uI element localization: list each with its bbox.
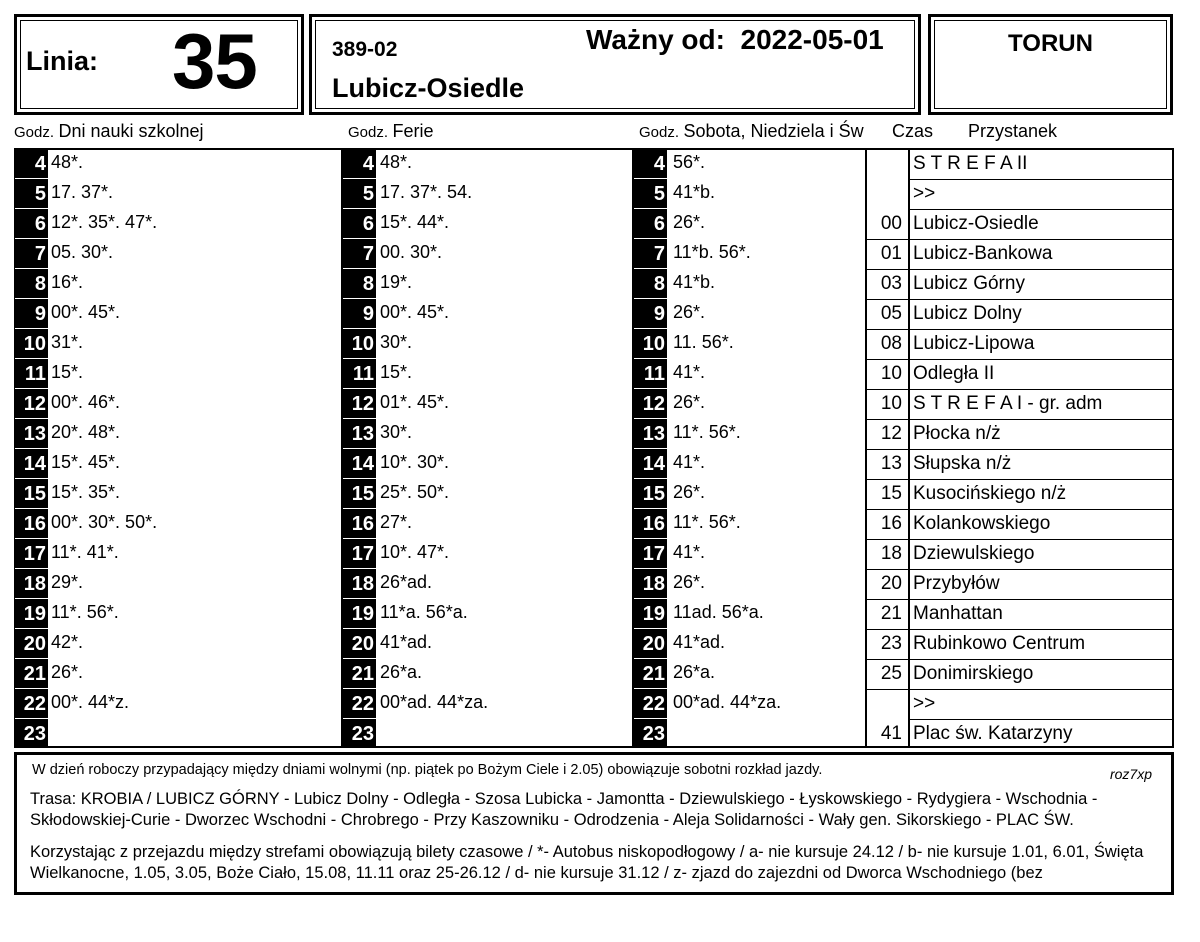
- stop-travel-time: 23: [880, 633, 902, 654]
- hour-cell: 5: [634, 179, 667, 209]
- weekday-minutes: 16*.: [51, 272, 84, 292]
- line-label: Linia:: [26, 46, 98, 76]
- weekend-minutes: 11*b. 56*.: [673, 242, 751, 262]
- hour-cell: 16: [15, 509, 48, 539]
- hour-cell: 12: [15, 389, 48, 419]
- hour-cell: 5: [15, 179, 48, 209]
- stop-name: Lubicz-Bankowa: [913, 243, 1053, 264]
- hour-cell: 5: [343, 179, 376, 209]
- stop-row-divider: [867, 539, 1172, 540]
- czas-title: Czas: [892, 121, 934, 141]
- weekend-minutes: 41*ad.: [673, 632, 726, 652]
- weekend-title: Sobota, Niedziela i Św: [683, 121, 864, 141]
- holiday-minutes: 00*ad. 44*za.: [380, 692, 489, 712]
- hour-cell: 13: [634, 419, 667, 449]
- valid-from: Ważny od: 2022-05-01: [586, 24, 884, 55]
- holiday-minutes: 41*ad.: [380, 632, 433, 652]
- stop-name: Dziewulskiego: [913, 543, 1035, 564]
- line-number: 35: [172, 17, 257, 105]
- hour-cell: 6: [343, 209, 376, 239]
- holiday-minutes: 01*. 45*.: [380, 392, 450, 412]
- weekday-minutes: 17. 37*.: [51, 182, 114, 202]
- weekend-minutes: 26*a.: [673, 662, 716, 682]
- stop-travel-time: 25: [880, 663, 902, 684]
- hour-cell: 7: [15, 239, 48, 269]
- weekend-minutes: 41*.: [673, 362, 706, 382]
- weekday-column-header: [14, 121, 204, 142]
- holiday-minutes: 30*.: [380, 332, 413, 352]
- weekend-minutes: 26*.: [673, 392, 706, 412]
- stop-row-divider: [909, 209, 1172, 210]
- stop-travel-time: 10: [880, 363, 902, 384]
- holiday-minutes: 17. 37*. 54.: [380, 182, 473, 202]
- stop-row-divider: [867, 449, 1172, 450]
- stop-travel-time: 12: [880, 423, 902, 444]
- city-name: TORUN: [1008, 30, 1093, 57]
- godz-label: Godz.: [348, 124, 389, 141]
- czas-column-header: [892, 121, 933, 142]
- hour-cell: 22: [634, 689, 667, 719]
- stop-name: Płocka n/ż: [913, 423, 1001, 444]
- weekend-minutes: 11*. 56*.: [673, 512, 741, 532]
- weekend-minutes: 41*.: [673, 452, 706, 472]
- weekday-title: Dni nauki szkolnej: [58, 121, 204, 141]
- weekday-minutes: 05. 30*.: [51, 242, 114, 262]
- stop-row-divider: [867, 389, 1172, 390]
- weekend-minutes: 26*.: [673, 572, 706, 592]
- hour-cell: 4: [15, 149, 48, 179]
- hour-cell: 14: [15, 449, 48, 479]
- stop-travel-time: 18: [880, 543, 902, 564]
- hour-cell: 7: [343, 239, 376, 269]
- hour-cell: 9: [343, 299, 376, 329]
- holiday-column-header: [348, 121, 434, 142]
- hour-cell: 6: [15, 209, 48, 239]
- stop-row-divider: [867, 239, 1172, 240]
- weekday-minutes: 00*. 30*. 50*.: [51, 512, 158, 532]
- weekday-minutes: 00*. 45*.: [51, 302, 121, 322]
- weekday-minutes: 15*. 35*.: [51, 482, 121, 502]
- hour-cell: 11: [343, 359, 376, 389]
- holiday-minutes: 26*a.: [380, 662, 423, 682]
- holiday-minutes: 15*.: [380, 362, 413, 382]
- weekday-minutes: 11*. 41*.: [51, 542, 119, 562]
- stop-row-divider: [867, 269, 1172, 270]
- hour-cell: 15: [634, 479, 667, 509]
- hour-cell: 6: [634, 209, 667, 239]
- stop-travel-time: 15: [880, 483, 902, 504]
- stop-name: Lubicz-Osiedle: [913, 213, 1039, 234]
- stop-travel-time: 41: [880, 723, 902, 744]
- stop-name: >>: [913, 693, 936, 714]
- stop-row-divider: [867, 329, 1172, 330]
- stop-row-divider: [867, 659, 1172, 660]
- holiday-title: Ferie: [392, 121, 434, 141]
- stop-name: Donimirskiego: [913, 663, 1034, 684]
- holiday-minutes: 27*.: [380, 512, 413, 532]
- weekend-minutes: 11. 56*.: [673, 332, 734, 352]
- hour-cell: 12: [634, 389, 667, 419]
- hour-cell: 12: [343, 389, 376, 419]
- weekend-minutes: 56*.: [673, 152, 706, 172]
- hour-cell: 10: [15, 329, 48, 359]
- hour-cell: 11: [634, 359, 667, 389]
- hour-cell: 20: [15, 629, 48, 659]
- hour-cell: 4: [343, 149, 376, 179]
- stop-travel-time: 13: [880, 453, 902, 474]
- stop-travel-time: 20: [880, 573, 902, 594]
- weekday-minutes: 29*.: [51, 572, 84, 592]
- weekend-minutes: 11ad. 56*a.: [673, 602, 764, 622]
- stop-name: Lubicz Górny: [913, 273, 1025, 294]
- hour-cell: 8: [634, 269, 667, 299]
- hour-cell: 8: [15, 269, 48, 299]
- stop-name: Plac św. Katarzyny: [913, 723, 1073, 744]
- weekend-column-header: [639, 121, 864, 142]
- stop-title: Przystanek: [968, 121, 1058, 141]
- hour-cell: 21: [343, 659, 376, 689]
- holiday-minutes: 19*.: [380, 272, 413, 292]
- hour-cell: 16: [343, 509, 376, 539]
- weekday-minutes: 12*. 35*. 47*.: [51, 212, 158, 232]
- godz-label: Godz.: [639, 124, 680, 141]
- hour-cell: 21: [15, 659, 48, 689]
- weekday-minutes: 15*. 45*.: [51, 452, 121, 472]
- hour-cell: 18: [343, 569, 376, 599]
- legend-note: Korzystając z przejazdu między strefami obowiązują bilety czasowe / *- Autobus niskopodłogowy / a- nie kursuje 24.12 / b- nie kursuje 1.01, 6.01, Święta Wielkanocne, 1.05, 3.05, Boże Ciało, 15.08, 11.11 oraz 25-26.12 / d- nie kursuje 31.12 / z- zjazd do zajezdni od Dworca Wschodniego (bez: [30, 843, 1144, 882]
- stop-name: Rubinkowo Centrum: [913, 633, 1086, 654]
- document-code: roz7xp: [1109, 766, 1152, 782]
- hour-cell: 22: [343, 689, 376, 719]
- hour-cell: 21: [634, 659, 667, 689]
- stop-row-divider: [867, 509, 1172, 510]
- stop-travel-time: 03: [880, 273, 902, 294]
- hour-cell: 23: [634, 719, 667, 749]
- column-divider: [908, 148, 910, 748]
- route-description: Trasa: KROBIA / LUBICZ GÓRNY - Lubicz Dolny - Odległa - Szosa Lubicka - Jamontta - Dziewulskiego - Łyskowskiego - Rydygiera - Wschodnia - Skłodowskiej-Curie - Dworzec Wschodni - Chrobrego - Przy Kaszowniku - Odrodzenia - Aleja Solidarności - Wały gen. Sikorskiego - PLAC ŚW.: [30, 790, 1098, 829]
- stop-travel-time: 01: [880, 243, 902, 264]
- stop-row-divider: [867, 599, 1172, 600]
- stop-name: Lubicz-Lipowa: [913, 333, 1035, 354]
- holiday-minutes: 10*. 30*.: [380, 452, 450, 472]
- holiday-minutes: 48*.: [380, 152, 413, 172]
- weekday-minutes: 00*. 46*.: [51, 392, 121, 412]
- stop-name: Lubicz Dolny: [913, 303, 1022, 324]
- hour-cell: 10: [343, 329, 376, 359]
- hour-cell: 14: [343, 449, 376, 479]
- hour-cell: 15: [15, 479, 48, 509]
- hour-cell: 23: [15, 719, 48, 749]
- route-code: 389-02: [332, 38, 398, 61]
- godz-label: Godz.: [14, 124, 55, 141]
- hour-cell: 17: [343, 539, 376, 569]
- stop-row-divider: [867, 299, 1172, 300]
- hour-cell: 16: [634, 509, 667, 539]
- hour-cell: 19: [634, 599, 667, 629]
- holiday-minutes: 00. 30*.: [380, 242, 443, 262]
- weekend-minutes: 26*.: [673, 482, 706, 502]
- hour-cell: 10: [634, 329, 667, 359]
- stop-row-divider: [867, 359, 1172, 360]
- weekend-minutes: 41*.: [673, 542, 706, 562]
- hour-cell: 13: [343, 419, 376, 449]
- hour-cell: 19: [15, 599, 48, 629]
- stop-row-divider: [867, 479, 1172, 480]
- stop-row-divider: [909, 179, 1172, 180]
- stop-travel-time: 16: [880, 513, 902, 534]
- weekday-minutes: 48*.: [51, 152, 84, 172]
- stop-row-divider: [867, 689, 1172, 690]
- holiday-minutes: 15*. 44*.: [380, 212, 450, 232]
- stop-name: Słupska n/ż: [913, 453, 1012, 474]
- weekday-minutes: 31*.: [51, 332, 84, 352]
- hour-cell: 8: [343, 269, 376, 299]
- weekday-minutes: 20*. 48*.: [51, 422, 121, 442]
- hour-cell: 14: [634, 449, 667, 479]
- weekend-minutes: 41*b.: [673, 272, 716, 292]
- stop-name: Manhattan: [913, 603, 1003, 624]
- hour-cell: 20: [343, 629, 376, 659]
- stop-name: Kolankowskiego: [913, 513, 1051, 534]
- stop-travel-time: 08: [880, 333, 902, 354]
- stop-travel-time: 05: [880, 303, 902, 324]
- weekend-minutes: 26*.: [673, 212, 706, 232]
- stop-name: Kusocińskiego n/ż: [913, 483, 1067, 504]
- stop-name: >>: [913, 183, 936, 204]
- hour-cell: 9: [15, 299, 48, 329]
- hour-cell: 9: [634, 299, 667, 329]
- stop-row-divider: [909, 719, 1172, 720]
- hour-cell: 22: [15, 689, 48, 719]
- weekend-minutes: 00*ad. 44*za.: [673, 692, 782, 712]
- holiday-minutes: 10*. 47*.: [380, 542, 450, 562]
- hour-cell: 20: [634, 629, 667, 659]
- weekday-minutes: 00*. 44*z.: [51, 692, 130, 712]
- stop-name-title: Lubicz-Osiedle: [332, 73, 525, 103]
- stop-travel-time: 10: [880, 393, 902, 414]
- hour-cell: 17: [15, 539, 48, 569]
- hour-cell: 15: [343, 479, 376, 509]
- stop-row-divider: [867, 569, 1172, 570]
- stop-column-header: [968, 121, 1057, 142]
- holiday-minutes: 11*a. 56*a.: [380, 602, 468, 622]
- hour-cell: 11: [15, 359, 48, 389]
- hour-cell: 13: [15, 419, 48, 449]
- hour-cell: 19: [343, 599, 376, 629]
- stop-row-divider: [867, 419, 1172, 420]
- stop-travel-time: 21: [880, 603, 902, 624]
- holiday-minutes: 26*ad.: [380, 572, 433, 592]
- stop-name: Przybyłów: [913, 573, 1000, 594]
- hour-cell: 17: [634, 539, 667, 569]
- weekday-minutes: 15*.: [51, 362, 84, 382]
- working-day-note: W dzień roboczy przypadający między dniami wolnymi (np. piątek po Bożym Ciele i 2.05) obowiązuje sobotni rozkład jazdy.: [32, 762, 823, 778]
- weekend-minutes: 26*.: [673, 302, 706, 322]
- stop-row-divider: [867, 629, 1172, 630]
- holiday-minutes: 30*.: [380, 422, 413, 442]
- weekend-minutes: 41*b.: [673, 182, 716, 202]
- weekday-minutes: 42*.: [51, 632, 84, 652]
- holiday-minutes: 00*. 45*.: [380, 302, 450, 322]
- stop-travel-time: 00: [880, 213, 902, 234]
- hour-cell: 23: [343, 719, 376, 749]
- hour-cell: 18: [634, 569, 667, 599]
- weekend-minutes: 11*. 56*.: [673, 422, 741, 442]
- holiday-minutes: 25*. 50*.: [380, 482, 450, 502]
- stop-name: Odległa II: [913, 363, 995, 384]
- hour-cell: 4: [634, 149, 667, 179]
- stop-name: S T R E F A I - gr. adm: [913, 393, 1103, 414]
- weekday-minutes: 11*. 56*.: [51, 602, 119, 622]
- stop-name: S T R E F A II: [913, 153, 1028, 174]
- hour-cell: 18: [15, 569, 48, 599]
- hour-cell: 7: [634, 239, 667, 269]
- weekday-minutes: 26*.: [51, 662, 84, 682]
